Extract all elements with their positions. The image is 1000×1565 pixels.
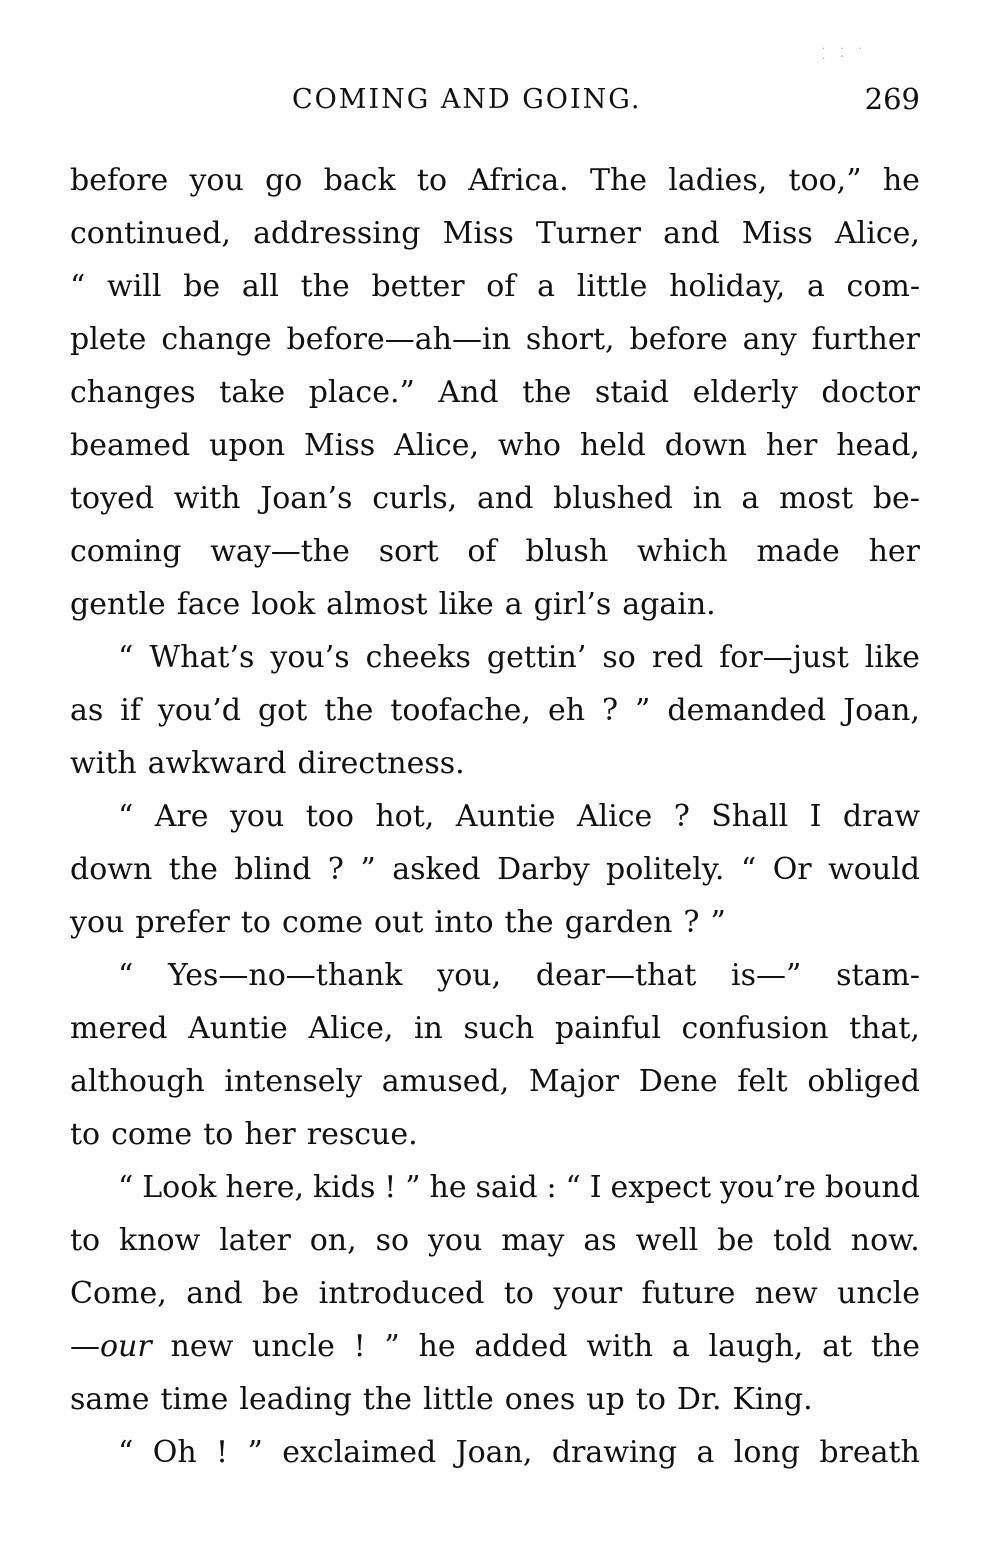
paragraph xyxy=(70,790,920,949)
text-line: to come to her rescue. xyxy=(70,1117,418,1152)
text-line: toyed with Joan’s curls, and blushed in a most be- xyxy=(70,481,920,516)
text-line: down the blind ? ” asked Darby politely. “ Or would xyxy=(70,852,920,887)
paragraph xyxy=(70,1426,920,1479)
text-line: same time leading the little ones up to Dr. King. xyxy=(70,1382,813,1417)
text-line: to know later on, so you may as well be told now. xyxy=(70,1223,920,1258)
running-head: COMING AND GOING. xyxy=(292,84,642,115)
text-line: “ What’s you’s cheeks gettin’ so red for—just like xyxy=(118,640,920,675)
text-line: with awkward directness. xyxy=(70,746,465,781)
text-line: “ Look here, kids ! ” he said : “ I expect you’re bound xyxy=(118,1170,920,1205)
paper-speckle: . . . . - xyxy=(822,41,868,62)
text-line: plete change before—ah—in short, before any further xyxy=(70,322,920,357)
text-line: before you go back to Africa. The ladies, too,” he xyxy=(70,163,920,198)
text-line: you prefer to come out into the garden ? ” xyxy=(70,905,726,940)
text-line: beamed upon Miss Alice, who held down her head, xyxy=(70,428,920,463)
text-line: changes take place.” And the staid elderly doctor xyxy=(70,375,920,410)
text-line: gentle face look almost like a girl’s again. xyxy=(70,587,716,622)
paragraph xyxy=(70,631,920,790)
body-text xyxy=(70,154,920,1479)
text-line: —our new uncle ! ” he added with a laugh, at the xyxy=(70,1329,920,1364)
paragraph xyxy=(70,154,920,631)
text-line: Come, and be introduced to your future new uncle xyxy=(70,1276,920,1311)
paragraph xyxy=(70,1161,920,1426)
text-line: as if you’d got the toofache, eh ? ” demanded Joan, xyxy=(70,693,920,728)
text-line: “ Are you too hot, Auntie Alice ? Shall I draw xyxy=(118,799,920,834)
paragraph xyxy=(70,949,920,1161)
text-line: continued, addressing Miss Turner and Miss Alice, xyxy=(70,216,920,251)
text-line: mered Auntie Alice, in such painful confusion that, xyxy=(70,1011,920,1046)
page-number: 269 xyxy=(864,82,920,116)
text-line: “ Yes—no—thank you, dear—that is—” stam- xyxy=(118,958,920,993)
text-line: “ will be all the better of a little holiday, a com- xyxy=(70,269,920,304)
text-line: “ Oh ! ” exclaimed Joan, drawing a long breath xyxy=(118,1435,920,1470)
text-line: although intensely amused, Major Dene felt obliged xyxy=(70,1064,920,1099)
text-line: coming way—the sort of blush which made her xyxy=(70,534,920,569)
